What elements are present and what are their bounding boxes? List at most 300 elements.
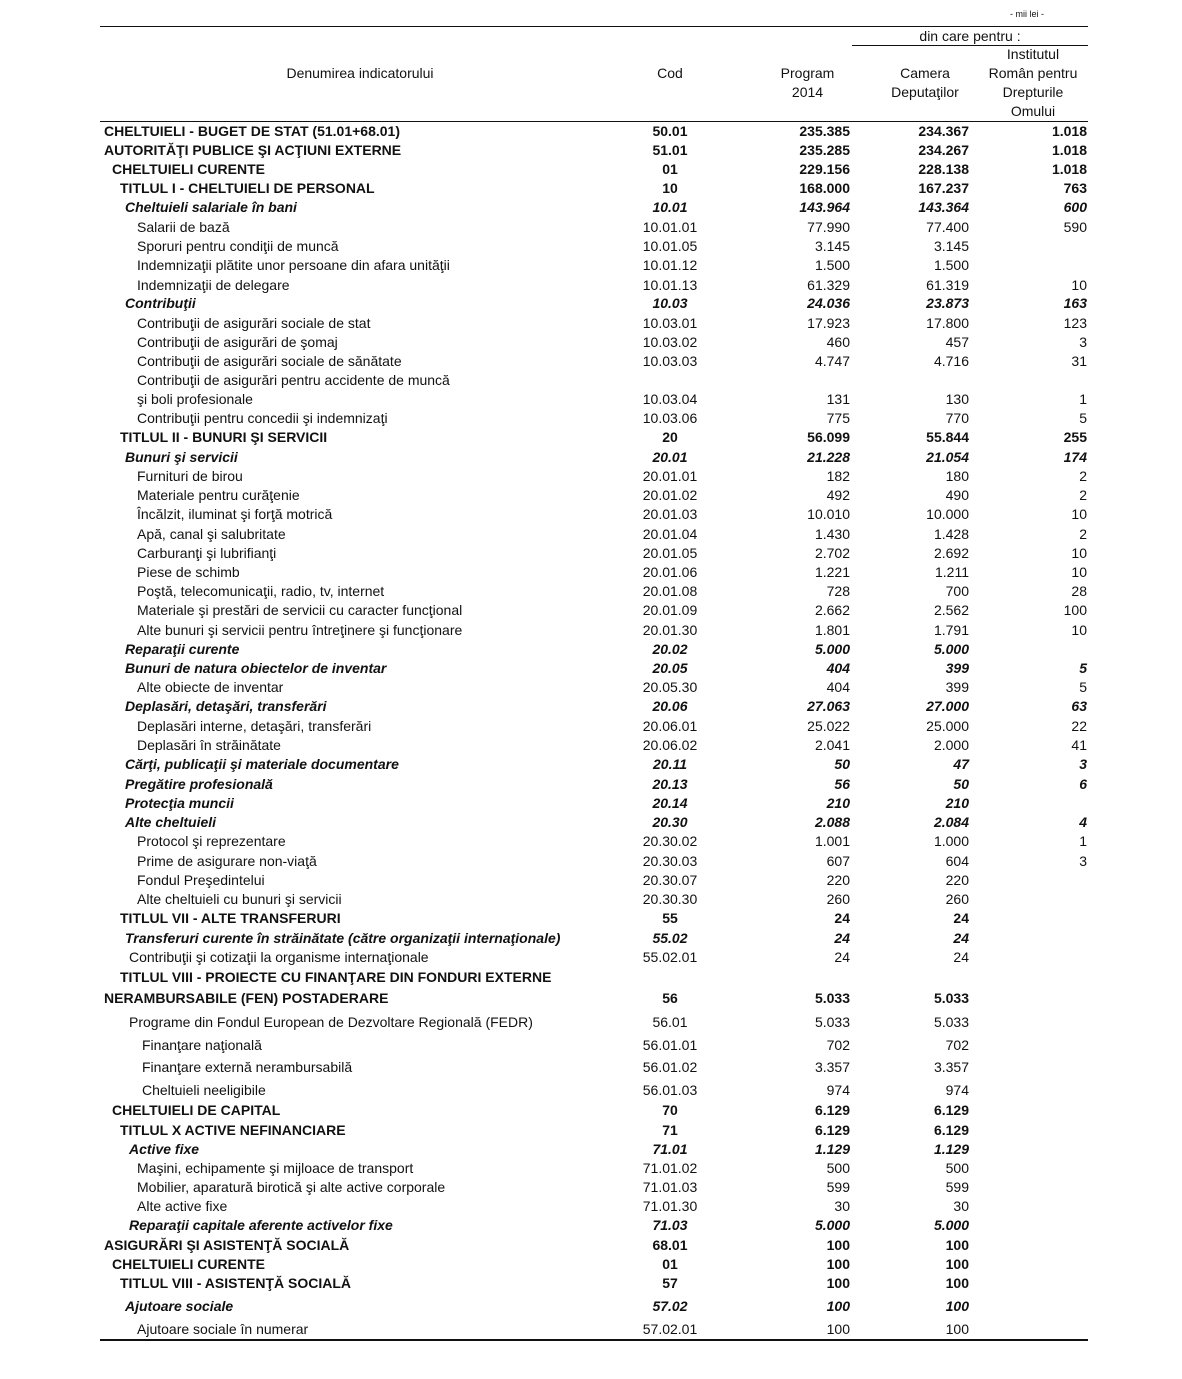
- row-camera: 50: [953, 776, 969, 792]
- row-camera: 228.138: [918, 161, 969, 177]
- row-institut: 1.018: [1051, 161, 1087, 177]
- row-name: Deplasări interne, detaşări, transferări: [137, 718, 372, 734]
- table-row: [0, 601, 1182, 620]
- row-program: 2.088: [814, 814, 850, 830]
- table-row: [0, 352, 1182, 371]
- row-program: 56.099: [807, 429, 850, 445]
- table-row: [0, 333, 1182, 352]
- row-institut: 100: [1063, 602, 1087, 618]
- row-camera: 500: [945, 1160, 969, 1176]
- table-row: [0, 314, 1182, 333]
- row-cod: 56.01: [652, 1014, 688, 1030]
- row-program: 5.033: [814, 990, 850, 1006]
- row-program: 775: [826, 410, 850, 426]
- row-program: 143.964: [799, 199, 850, 215]
- row-cod: 10.03.01: [642, 315, 698, 331]
- row-name: Alte active fixe: [137, 1198, 228, 1214]
- table-row: [0, 832, 1182, 851]
- table-row: [0, 929, 1182, 948]
- row-camera: 770: [945, 410, 969, 426]
- row-institut: 3: [1079, 334, 1087, 350]
- row-program: 24: [834, 949, 850, 965]
- table-row: [0, 256, 1182, 275]
- row-cod: 10.01.13: [642, 277, 698, 293]
- subheader-din-care: din care pentru :: [919, 28, 1021, 44]
- header-institut: Institutul Român pentru Drepturile Omului: [988, 46, 1078, 119]
- row-camera: 702: [945, 1037, 969, 1053]
- row-name: Alte obiecte de inventar: [137, 679, 284, 695]
- table-row: [0, 948, 1182, 967]
- row-camera: 100: [945, 1298, 969, 1314]
- table-row: [0, 621, 1182, 640]
- table-row: [0, 1121, 1182, 1140]
- row-program: 500: [826, 1160, 850, 1176]
- row-camera: 100: [945, 1237, 969, 1253]
- row-program: 100: [826, 1321, 850, 1337]
- table-row: [0, 813, 1182, 832]
- row-program: 2.041: [814, 737, 850, 753]
- row-cod: 71.01.03: [642, 1179, 698, 1195]
- row-camera: 25.000: [926, 718, 969, 734]
- row-institut: 5: [1079, 410, 1087, 426]
- row-institut: 5: [1079, 660, 1087, 676]
- row-institut: 41: [1071, 737, 1087, 753]
- row-program: 77.990: [807, 219, 850, 235]
- row-camera: 180: [945, 468, 969, 484]
- row-program: 2.702: [814, 545, 850, 561]
- row-name: Alte bunuri şi servicii pentru întreţinere şi funcţionare: [137, 622, 463, 638]
- row-name: TITLUL I - CHELTUIELI DE PERSONAL: [120, 180, 375, 196]
- table-row: [0, 871, 1182, 890]
- table-bottom-rule: [100, 1339, 1088, 1341]
- table-row: [0, 160, 1182, 179]
- row-camera: 24: [953, 930, 969, 946]
- row-program: 3.145: [814, 238, 850, 254]
- row-camera: 100: [945, 1256, 969, 1272]
- row-name: Cărţi, publicaţii şi materiale documentare: [125, 756, 399, 772]
- row-name: Prime de asigurare non-viaţă: [137, 853, 317, 869]
- row-program: 3.357: [814, 1059, 850, 1075]
- row-program: 229.156: [799, 161, 850, 177]
- row-camera: 2.692: [933, 545, 969, 561]
- row-cod: 10.03: [652, 295, 688, 311]
- row-institut: 28: [1071, 583, 1087, 599]
- table-row: [0, 890, 1182, 909]
- row-camera: 21.054: [926, 449, 969, 465]
- row-camera: 2.084: [933, 814, 969, 830]
- table-row: [0, 179, 1182, 198]
- table-row: [0, 775, 1182, 794]
- row-cod: 56.01.03: [642, 1082, 698, 1098]
- row-program: 599: [826, 1179, 850, 1195]
- row-name: Reparaţii capitale aferente activelor fixe: [129, 1217, 393, 1233]
- table-row: [0, 659, 1182, 678]
- row-cod: 56.01.02: [642, 1059, 698, 1075]
- table-row: [0, 448, 1182, 467]
- row-cod: 20.05.30: [642, 679, 698, 695]
- table-row: [0, 1058, 1182, 1077]
- row-cod: 20.01.09: [642, 602, 698, 618]
- row-institut: 1: [1079, 833, 1087, 849]
- row-camera: 143.364: [918, 199, 969, 215]
- row-cod: 20.13: [652, 776, 688, 792]
- row-institut: 590: [1063, 219, 1087, 235]
- table-row: [0, 1140, 1182, 1159]
- header-name: Denumirea indicatorului: [286, 65, 434, 81]
- row-name: Piese de schimb: [137, 564, 240, 580]
- row-cod: 01: [662, 161, 678, 177]
- row-cod: 68.01: [652, 1237, 688, 1253]
- row-camera: 6.129: [933, 1122, 969, 1138]
- row-camera: 399: [945, 660, 969, 676]
- row-program: 4.747: [814, 353, 850, 369]
- row-program: 702: [826, 1037, 850, 1053]
- header-cod: Cod: [657, 65, 683, 81]
- row-institut: 1.018: [1051, 142, 1087, 158]
- row-cod: 10.01.05: [642, 238, 698, 254]
- row-name: TITLUL II - BUNURI ŞI SERVICII: [120, 429, 328, 445]
- row-cod: 71: [662, 1122, 678, 1138]
- row-name: Bunuri şi servicii: [125, 449, 238, 465]
- row-camera: 2.562: [933, 602, 969, 618]
- row-program: 6.129: [814, 1102, 850, 1118]
- row-camera: 10.000: [926, 506, 969, 522]
- row-cod: 57.02: [652, 1298, 688, 1314]
- table-row: [0, 909, 1182, 928]
- row-program: 6.129: [814, 1122, 850, 1138]
- row-institut: 6: [1079, 776, 1087, 792]
- row-name: Programe din Fondul European de Dezvoltare Regională (FEDR): [129, 1014, 533, 1030]
- row-name: şi boli profesionale: [137, 391, 253, 407]
- row-name: Cheltuieli neeligibile: [142, 1082, 266, 1098]
- row-name: Reparaţii curente: [125, 641, 240, 657]
- row-name: AUTORITĂŢI PUBLICE ŞI ACŢIUNI EXTERNE: [104, 142, 402, 158]
- row-program: 61.329: [807, 277, 850, 293]
- row-cod: 01: [662, 1256, 678, 1272]
- row-camera: 130: [945, 391, 969, 407]
- row-cod: 20.06: [652, 698, 688, 714]
- row-name: Deplasări în străinătate: [137, 737, 281, 753]
- table-row: [0, 409, 1182, 428]
- row-cod: 20.02: [652, 641, 688, 657]
- row-camera: 17.800: [926, 315, 969, 331]
- row-name: Protecţia muncii: [125, 795, 234, 811]
- row-cod: 20.01: [652, 449, 688, 465]
- row-cod: 71.01: [652, 1141, 688, 1157]
- row-program: 56: [834, 776, 850, 792]
- table-row: [0, 467, 1182, 486]
- table-row: [0, 218, 1182, 237]
- row-camera: 604: [945, 853, 969, 869]
- row-cod: 10.03.04: [642, 391, 698, 407]
- table-row: [0, 1216, 1182, 1235]
- row-cod: 56: [662, 990, 678, 1006]
- row-name: Cheltuieli salariale în bani: [125, 199, 297, 215]
- row-cod: 20.01.03: [642, 506, 698, 522]
- row-name: Transferuri curente în străinătate (către organizaţii internaţionale): [125, 930, 561, 946]
- table-row: [0, 1013, 1182, 1032]
- table-row: [0, 989, 1182, 1008]
- row-camera: 3.357: [933, 1059, 969, 1075]
- row-institut: 2: [1079, 526, 1087, 542]
- row-name: Contribuţii: [125, 295, 196, 311]
- table-row: [0, 505, 1182, 524]
- row-institut: 4: [1079, 814, 1087, 830]
- row-name: Ajutoare sociale: [125, 1298, 234, 1314]
- row-program: 24: [834, 930, 850, 946]
- row-cod: 20.30: [652, 814, 688, 830]
- row-program: 210: [826, 795, 850, 811]
- row-name: ASIGURĂRI ŞI ASISTENŢĂ SOCIALĂ: [104, 1237, 350, 1253]
- table-row: [0, 678, 1182, 697]
- row-camera: 5.000: [933, 641, 969, 657]
- row-name: NERAMBURSABILE (FEN) POSTADERARE: [104, 990, 389, 1006]
- row-cod: 55: [662, 910, 678, 926]
- row-name: Carburanţi şi lubrifianţi: [137, 545, 277, 561]
- row-camera: 5.033: [933, 990, 969, 1006]
- row-name: Fondul Preşedintelui: [137, 872, 265, 888]
- row-institut: 2: [1079, 468, 1087, 484]
- table-row: [0, 544, 1182, 563]
- row-name: Finanţare naţională: [142, 1037, 262, 1053]
- row-program: 131: [826, 391, 850, 407]
- row-name: Mobilier, aparatură birotică şi alte active corporale: [137, 1179, 446, 1195]
- row-camera: 30: [953, 1198, 969, 1214]
- table-row: [0, 1320, 1182, 1339]
- table-row: [0, 525, 1182, 544]
- row-cod: 20.30.03: [642, 853, 698, 869]
- row-name: Bunuri de natura obiectelor de inventar: [125, 660, 387, 676]
- row-institut: 10: [1071, 564, 1087, 580]
- table-row: [0, 1081, 1182, 1100]
- row-camera: 23.873: [926, 295, 969, 311]
- row-name: Contribuţii de asigurări de şomaj: [137, 334, 338, 350]
- row-name: TITLUL VIII - PROIECTE CU FINANŢARE DIN FONDURI EXTERNE: [120, 969, 552, 985]
- row-institut: 3: [1079, 756, 1087, 772]
- row-institut: 10: [1071, 506, 1087, 522]
- row-camera: 24: [953, 910, 969, 926]
- row-camera: 1.000: [933, 833, 969, 849]
- row-camera: 100: [945, 1321, 969, 1337]
- row-camera: 1.791: [933, 622, 969, 638]
- table-row: [0, 1255, 1182, 1274]
- row-name: Sporuri pentru condiţii de muncă: [137, 238, 339, 254]
- row-camera: 1.428: [933, 526, 969, 542]
- table-row: [0, 717, 1182, 736]
- row-name: Active fixe: [129, 1141, 200, 1157]
- row-cod: 10.03.03: [642, 353, 698, 369]
- row-program: 492: [826, 487, 850, 503]
- row-institut: 10: [1071, 545, 1087, 561]
- row-institut: 2: [1079, 487, 1087, 503]
- row-program: 460: [826, 334, 850, 350]
- table-row: [0, 1036, 1182, 1055]
- table-row: [0, 390, 1182, 409]
- row-name: Contribuţii şi cotizaţii la organisme internaţionale: [129, 949, 429, 965]
- row-program: 21.228: [807, 449, 850, 465]
- row-camera: 599: [945, 1179, 969, 1195]
- row-name: Contribuţii de asigurări pentru accidente de muncă: [137, 372, 450, 388]
- row-program: 220: [826, 872, 850, 888]
- row-cod: 55.02.01: [642, 949, 698, 965]
- row-camera: 399: [945, 679, 969, 695]
- table-row: [0, 968, 1182, 987]
- row-name: CHELTUIELI CURENTE: [112, 1256, 265, 1272]
- row-program: 30: [834, 1198, 850, 1214]
- row-program: 1.001: [814, 833, 850, 849]
- table-row: [0, 237, 1182, 256]
- row-program: 5.033: [814, 1014, 850, 1030]
- row-camera: 5.033: [933, 1014, 969, 1030]
- row-cod: 20.06.01: [642, 718, 698, 734]
- row-cod: 20.11: [653, 756, 687, 772]
- row-camera: 220: [945, 872, 969, 888]
- row-name: Alte cheltuieli: [125, 814, 217, 830]
- table-row: [0, 1101, 1182, 1120]
- row-program: 100: [826, 1256, 850, 1272]
- row-camera: 210: [945, 795, 969, 811]
- row-camera: 4.716: [933, 353, 969, 369]
- row-camera: 24: [953, 949, 969, 965]
- row-cod: 51.01: [652, 142, 688, 158]
- row-name: Alte cheltuieli cu bunuri şi servicii: [137, 891, 342, 907]
- row-name: TITLUL VII - ALTE TRANSFERURI: [120, 910, 341, 926]
- row-cod: 70: [662, 1102, 678, 1118]
- row-camera: 100: [945, 1275, 969, 1291]
- row-program: 235.285: [799, 142, 850, 158]
- row-program: 100: [826, 1237, 850, 1253]
- row-name: CHELTUIELI CURENTE: [112, 161, 265, 177]
- row-cod: 10.01: [652, 199, 688, 215]
- row-name: Deplasări, detaşări, transferări: [125, 698, 327, 714]
- row-camera: 167.237: [918, 180, 969, 196]
- table-row: [0, 697, 1182, 716]
- row-program: 2.662: [814, 602, 850, 618]
- row-name: Materiale şi prestări de servicii cu caracter funcţional: [137, 602, 463, 618]
- row-cod: 20.01.01: [642, 468, 698, 484]
- table-row: [0, 1236, 1182, 1255]
- row-program: 1.221: [814, 564, 850, 580]
- row-cod: 71.01.30: [642, 1198, 698, 1214]
- row-program: 607: [826, 853, 850, 869]
- row-cod: 10.01.01: [642, 219, 698, 235]
- row-program: 1.430: [814, 526, 850, 542]
- row-program: 260: [826, 891, 850, 907]
- table-row: [0, 1159, 1182, 1178]
- row-cod: 10.01.12: [642, 257, 698, 273]
- units-label: - mii lei -: [1010, 9, 1044, 19]
- row-name: Indemnizaţii de delegare: [137, 277, 290, 293]
- row-name: Salarii de bază: [137, 219, 230, 235]
- row-cod: 20.14: [652, 795, 688, 811]
- table-row: [0, 755, 1182, 774]
- table-row: [0, 852, 1182, 871]
- table-row: [0, 428, 1182, 447]
- row-camera: 974: [945, 1082, 969, 1098]
- row-cod: 20.06.02: [642, 737, 698, 753]
- row-cod: 20.30.02: [642, 833, 698, 849]
- row-name: Finanţare externă nerambursabilă: [142, 1059, 353, 1075]
- row-program: 17.923: [807, 315, 850, 331]
- row-institut: 1.018: [1051, 123, 1087, 139]
- row-cod: 20.01.05: [642, 545, 698, 561]
- row-cod: 20.01.30: [642, 622, 698, 638]
- row-name: Contribuţii de asigurări sociale de sănătate: [137, 353, 402, 369]
- row-cod: 10.03.06: [642, 410, 698, 426]
- row-cod: 71.01.02: [642, 1160, 698, 1176]
- table-row: [0, 276, 1182, 295]
- header-program: Program 2014: [780, 65, 835, 100]
- row-name: CHELTUIELI - BUGET DE STAT (51.01+68.01): [104, 123, 401, 139]
- row-camera: 1.129: [933, 1141, 969, 1157]
- row-camera: 47: [953, 756, 969, 772]
- row-camera: 260: [945, 891, 969, 907]
- row-camera: 6.129: [933, 1102, 969, 1118]
- row-program: 182: [826, 468, 850, 484]
- row-camera: 457: [945, 334, 969, 350]
- table-row: [0, 141, 1182, 160]
- row-institut: 763: [1063, 180, 1087, 196]
- row-name: Materiale pentru curăţenie: [137, 487, 300, 503]
- table-row: [0, 294, 1182, 313]
- row-name: Poştă, telecomunicaţii, radio, tv, internet: [137, 583, 385, 599]
- row-camera: 77.400: [926, 219, 969, 235]
- row-camera: 2.000: [933, 737, 969, 753]
- row-camera: 61.319: [926, 277, 969, 293]
- row-program: 24.036: [807, 295, 850, 311]
- row-institut: 600: [1063, 199, 1087, 215]
- table-row: [0, 640, 1182, 659]
- row-cod: 71.03: [652, 1217, 688, 1233]
- row-program: 728: [826, 583, 850, 599]
- row-program: 100: [826, 1298, 850, 1314]
- row-program: 10.010: [807, 506, 850, 522]
- row-program: 5.000: [814, 1217, 850, 1233]
- table-row: [0, 1274, 1182, 1293]
- table-row: [0, 582, 1182, 601]
- row-camera: 1.211: [935, 564, 969, 580]
- row-name: Contribuţii pentru concedii şi indemnizaţi: [137, 410, 388, 426]
- row-name: Maşini, echipamente şi mijloace de transport: [137, 1160, 414, 1176]
- row-camera: 55.844: [926, 429, 969, 445]
- table-row: [0, 486, 1182, 505]
- row-institut: 174: [1063, 449, 1087, 465]
- row-cod: 20.01.04: [642, 526, 698, 542]
- table-row: [0, 563, 1182, 582]
- row-institut: 10: [1071, 622, 1087, 638]
- row-name: Încălzit, iluminat şi forţă motrică: [137, 506, 333, 522]
- row-name: Contribuţii de asigurări sociale de stat: [137, 315, 371, 331]
- row-institut: 163: [1063, 295, 1087, 311]
- row-program: 50: [834, 756, 850, 772]
- table-row: [0, 736, 1182, 755]
- table-row: [0, 1197, 1182, 1216]
- row-institut: 63: [1071, 698, 1087, 714]
- row-cod: 20: [662, 429, 678, 445]
- row-cod: 20.01.08: [642, 583, 698, 599]
- row-camera: 490: [945, 487, 969, 503]
- row-cod: 57: [662, 1275, 678, 1291]
- row-program: 404: [826, 679, 850, 695]
- row-institut: 123: [1063, 315, 1087, 331]
- table-row: [0, 794, 1182, 813]
- row-institut: 22: [1071, 718, 1087, 734]
- row-cod: 20.30.30: [642, 891, 698, 907]
- row-cod: 20.05: [652, 660, 688, 676]
- row-program: 1.801: [814, 622, 850, 638]
- row-institut: 1: [1079, 391, 1087, 407]
- table-row: [0, 198, 1182, 217]
